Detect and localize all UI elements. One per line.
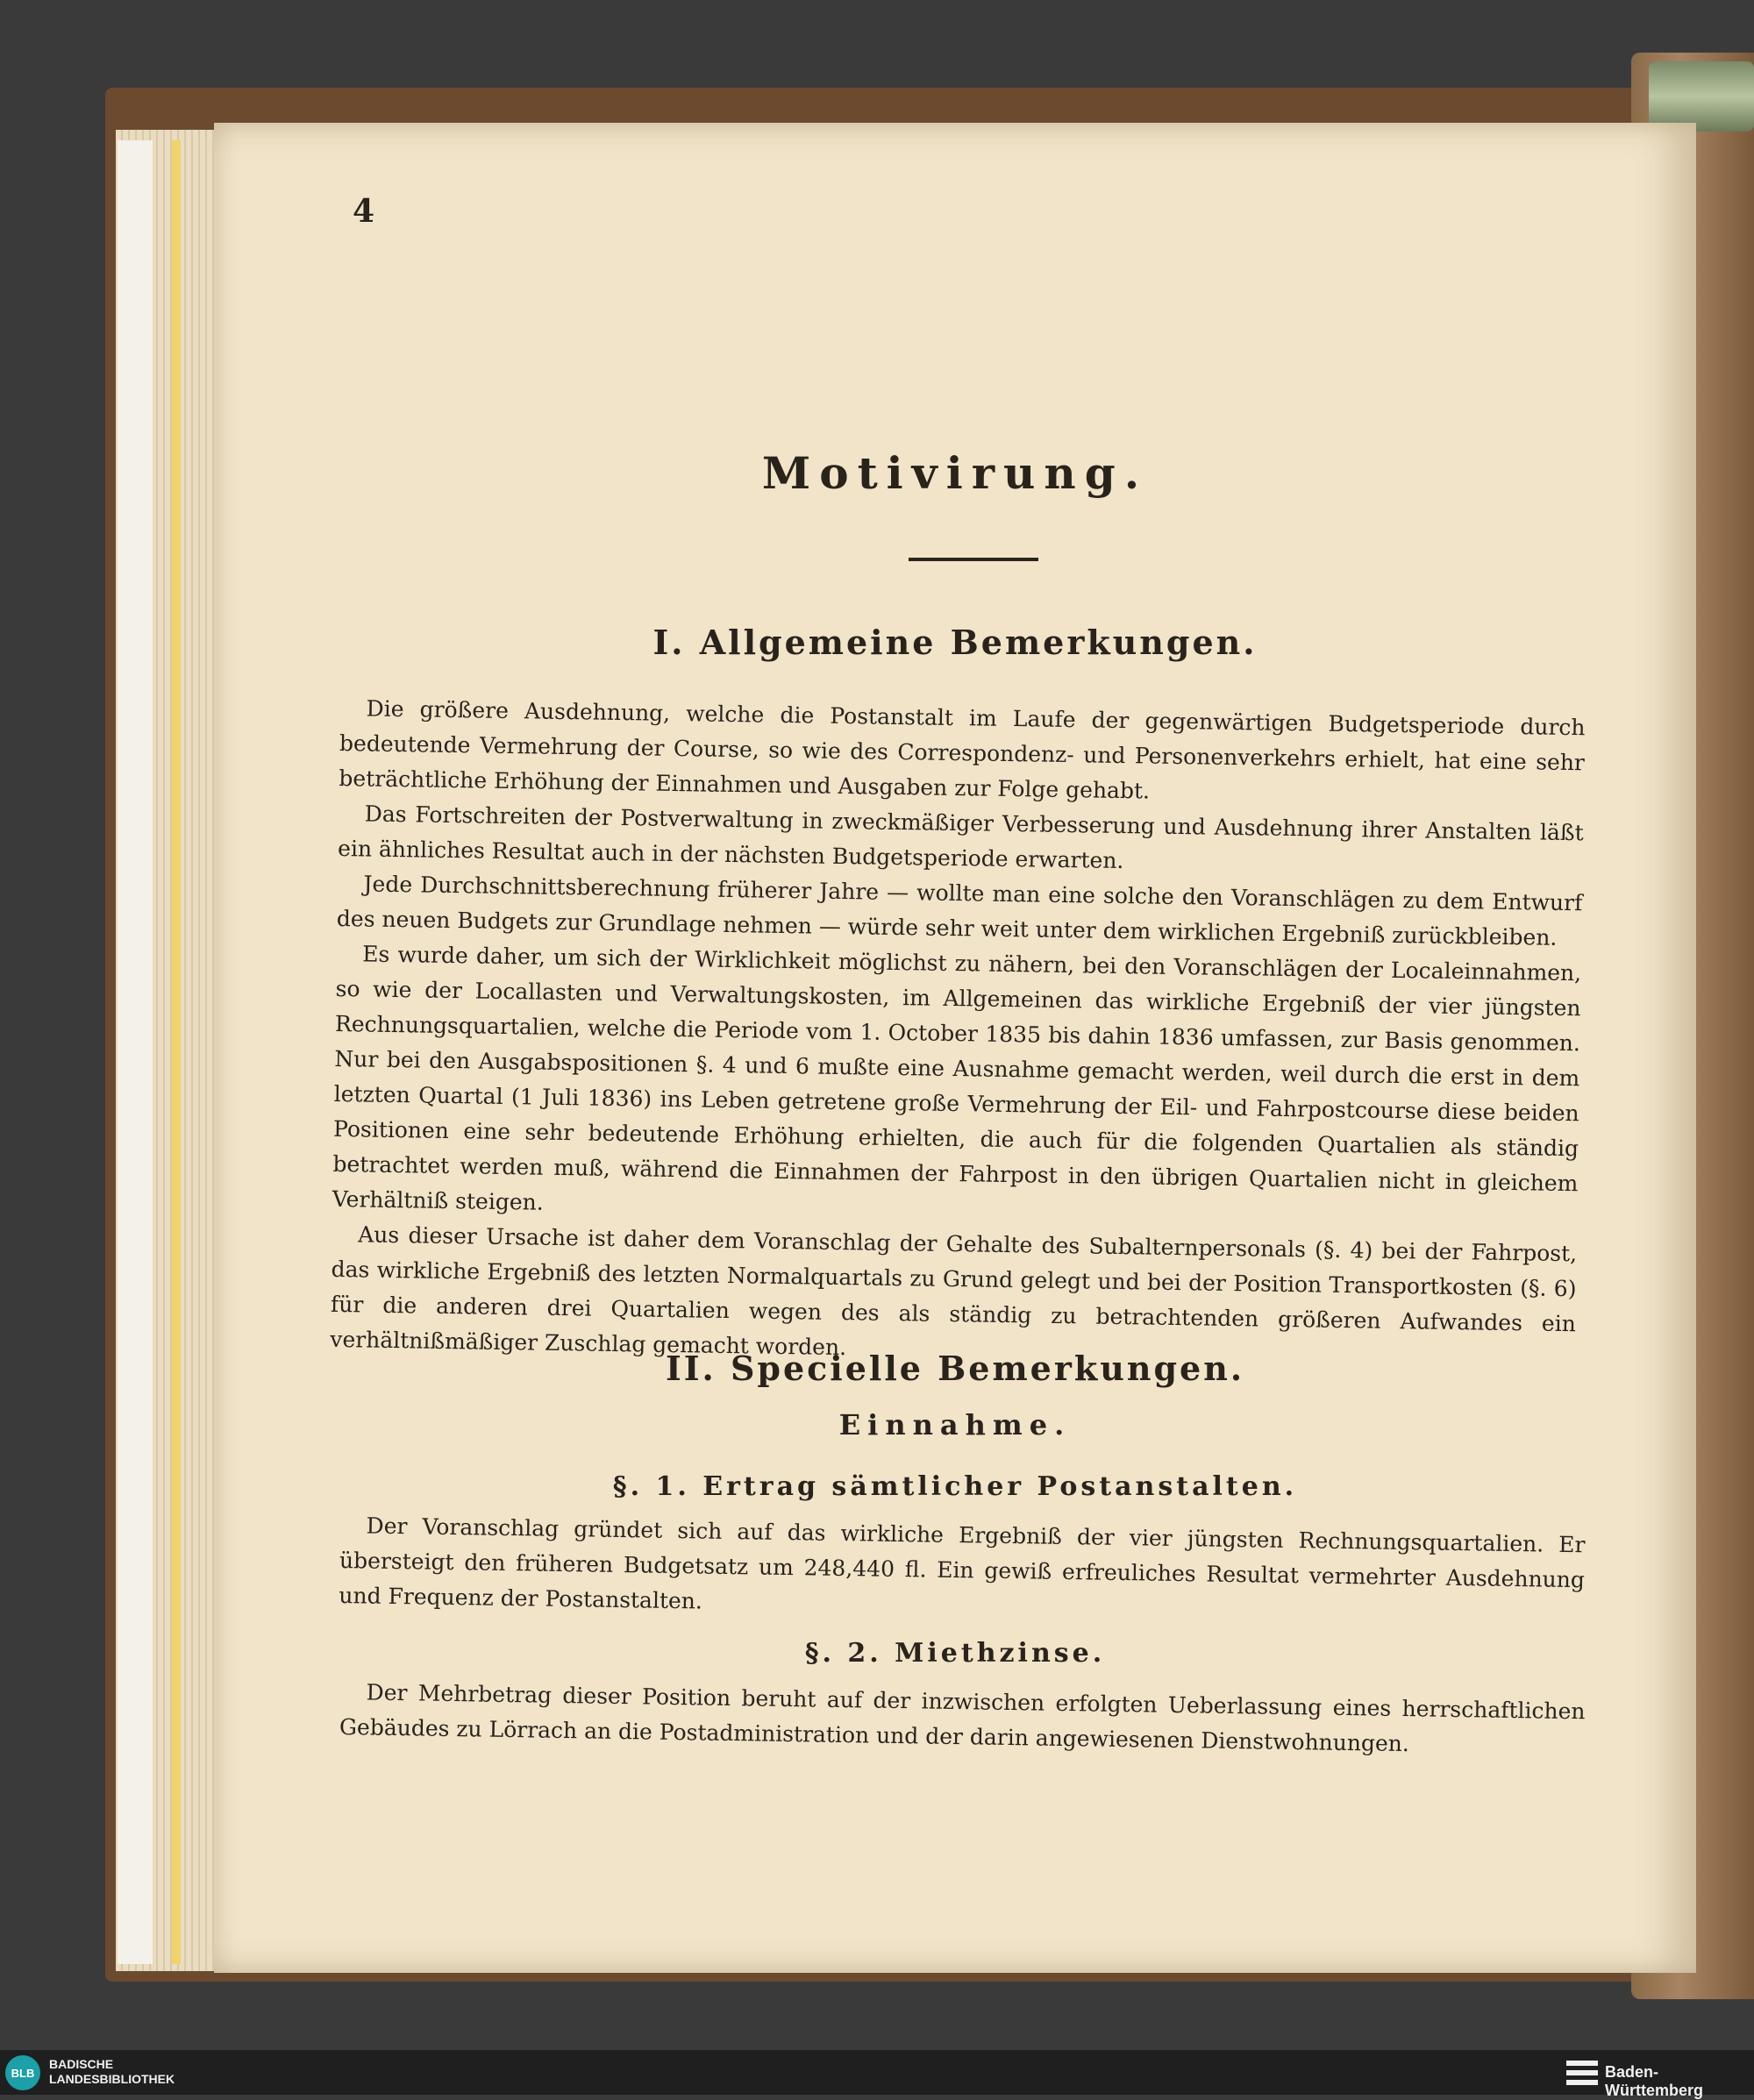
library-name[interactable] [49,2057,175,2087]
state-name[interactable]: Baden-Württemberg [1605,2063,1703,2099]
page-title: Motivirung. [761,447,1149,499]
page-number: 4 [353,193,375,230]
state-emblem-icon [1566,2059,1598,2087]
library-name-line2: LANDESBIBLIOTHEK [49,2072,175,2086]
blb-logo[interactable]: BLB [5,2055,40,2090]
section-2-heading: II. Specielle Bemerkungen. [665,1349,1245,1388]
library-name-line1: BADISCHE [49,2057,114,2071]
section-1-body [330,691,1586,1377]
section-1-heading: I. Allgemeine Bemerkungen. [652,623,1258,662]
paragraph: Der Voranschlag gründet sich auf das wirkliche Ergebniß der vier jüngsten Rechnungsquartalien. Er übersteigt den früheren Budgetsatz um 248,440 fl. Ein gewiß erfreuliches Resultat vermehrter Ausdehnung und Frequenz der Postanstalten. [339,1513,1586,1614]
paragraph: Jede Durchschnittsberechnung früherer Jahre — wollte man eine solche den Voranschlägen zu dem Entwurf des neuen Budgets zur Grundlage nehmen — würde sehr weit unter dem wirklichen Ergebniß zurückbleiben. [336,871,1583,950]
paragraph-2-heading: §. 2. Miethzinse. [804,1638,1106,1669]
paragraph-1-heading: §. 1. Ertrag sämtlicher Postanstalten. [612,1471,1298,1502]
page-ribbon-edge [172,140,181,1964]
paragraph: Aus dieser Ursache ist daher dem Voranschlag der Gehalte des Subalternpersonals (§. 4) bei der Fahrpost, das wirkliche Ergebniß des letzten Normalquartals zu Grund gelegt und bei der Position Transportkosten (§. 6) für die anderen drei Quartalien wegen des als ständig zu betrachtenden größeren Aufwandes ein verhältnißmäßiger Zuschlag gemacht worden. [330,1221,1578,1361]
paragraph: Der Mehrbetrag dieser Position beruht auf der inzwischen erfolgten Ueberlassung eines herrschaftlichen Gebäudes zu Lörrach an die Postadministration und der darin angewiesenen Dienstwohnungen. [339,1679,1586,1757]
einnahme-heading: Einnahme. [838,1408,1072,1442]
paragraph: Es wurde daher, um sich der Wirklichkeit möglichst zu nähern, bei den Voranschlägen der Localeinnahmen, so wie der Locallasten und Verwaltungskosten, im Allgemeinen das wirkliche Ergebniß der vier jüngsten Rechnungsquartalien, welche die Periode vom 1. October 1835 bis dahin 1836 umfassen, zur Basis genommen. Nur bei den Ausgabspositionen §. 4 und 6 mußte eine Ausnahme gemacht werden, weil durch die erst in dem letzten Quartal (1 Juli 1836) ins Leben getretene große Vermehrung der Eil- und Fahrpostcourse diese beiden Positionen eine sehr bedeutende Erhöhung erhielten, die auch für die folgenden Quartalien als ständig betrachtet werden muß, während die Einnahmen der Fahrpost in den übrigen Quartalien nicht in gleichem Verhältniß steigen. [332,941,1582,1215]
page-edge-strip [118,140,153,1964]
document-page [214,123,1696,1973]
viewer-footer [0,2050,1754,2099]
title-divider [909,558,1038,561]
paragraph: Das Fortschreiten der Postverwaltung in zweckmäßiger Verbesserung und Ausdehnung ihrer Anstalten läßt ein ähnliches Resultat auch in der nächsten Budgetsperiode erwarten. [337,801,1584,874]
book-clasp [1649,61,1754,132]
paragraph: Die größere Ausdehnung, welche die Postanstalt im Laufe der gegenwärtigen Budgetsperiode durch bedeutende Vermehrung der Course, so wie des Correspondenz- und Personenverkehrs erhielt, hat eine sehr beträchtliche Erhöhung der Einnahmen und Ausgaben zur Folge gehabt. [339,695,1586,804]
paragraph-1-body [339,1508,1586,1633]
paragraph-2-body [339,1675,1586,1764]
